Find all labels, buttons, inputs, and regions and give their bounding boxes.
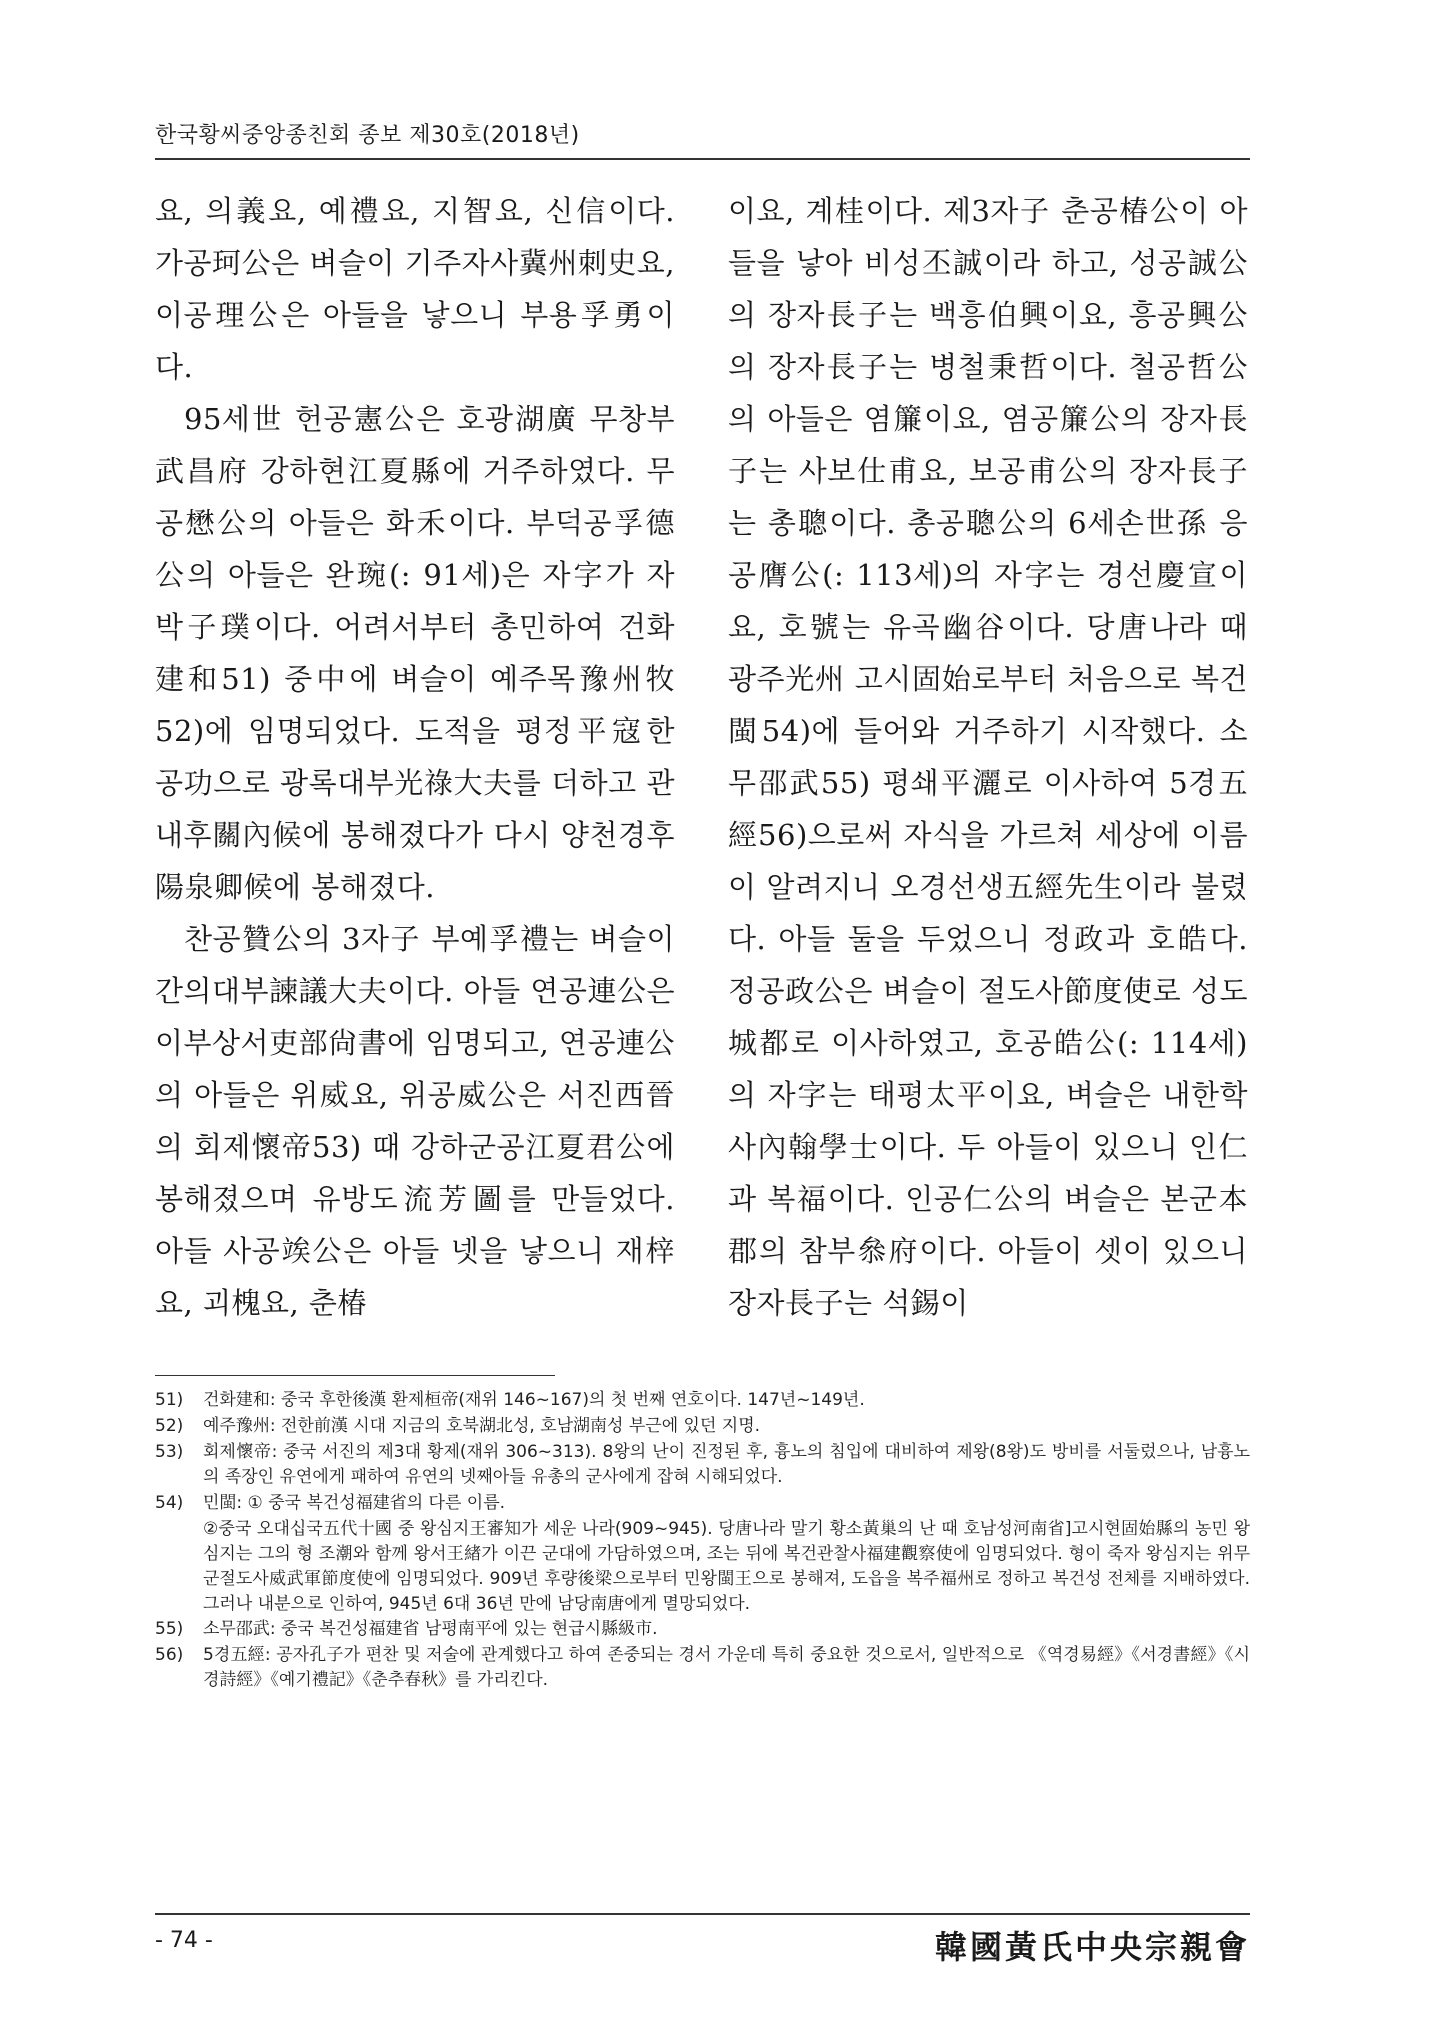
- footnote-text: 소무邵武: 중국 복건성福建省 남평南平에 있는 현급시縣級市.: [203, 1619, 658, 1639]
- header-divider: [155, 158, 1250, 160]
- footnote-text: 예주豫州: 전한前漢 시대 지금의 호북湖北성, 호남湖南성 부근에 있던 지명.: [203, 1416, 761, 1436]
- footnote-number: 54): [155, 1493, 184, 1513]
- footnote-text: 5경五經: 공자孔子가 편찬 및 저술에 관계했다고 하여 존중되는 경서 가운데 특히 중요한 것으로서, 일반적으로 《역경易經》《서경書經》《시경詩經》《예기禮記》《춘추春秋》를 가리킨다.: [203, 1645, 1250, 1690]
- footnote-number: 56): [155, 1645, 184, 1665]
- footnote-divider: [155, 1375, 555, 1376]
- footer-divider: [155, 1913, 1250, 1915]
- footnote-54-sub: ②중국 오대십국五代十國 중 왕심지王審知가 세운 나라(909~945). 당唐나라 말기 황소黃巢의 난 때 호남성河南省]고시현固始縣의 농민 왕심지는 그의 형 조潮와 함께 왕서王緖가 이끈 군대에 가담하였으며, 조는 뒤에 복건관찰사福建觀察使에 임명되었다. 형이 죽자 왕심지는 위무군절도사威武軍節度使에 임명되었다. 909년 후량後梁으로부터 민왕閩王으로 봉해져, 도읍을 복주福州로 정하고 복건성 전체를 지배하였다. 그러나 내분으로 인하여, 945년 6대 36년 만에 남당南唐에게 멸망되었다.: [203, 1519, 1250, 1614]
- paragraph: 이요, 계桂이다. 제3자子 춘공椿公이 아들을 낳아 비성丕誠이라 하고, 성공誠公의 장자長子는 백흥伯興이요, 흥공興公의 장자長子는 병철秉哲이다. 철공哲公의 아들은 염簾이요, 염공簾公의 장자長子는 사보仕甫요, 보공甫公의 장자長子는 총聰이다. 총공聰公의 6세손世孫 응공膺公(: 113세)의 자字는 경선慶宣이요, 호號는 유곡幽谷이다. 당唐나라 때 광주光州 고시固始로부터 처음으로 복건閩54)에 들어와 거주하기 시작했다. 소무邵武55) 평쇄平灑로 이사하여 5경五經56)으로써 자식을 가르쳐 세상에 이름이 알려지니 오경선생五經先生이라 불렸다. 아들 둘을 두었으니 정政과 호皓다. 정공政公은 벼슬이 절도사節度使로 성도城都로 이사하였고, 호공皓公(: 114세)의 자字는 태평太平이요, 벼슬은 내한학사內翰學士이다. 두 아들이 있으니 인仁과 복福이다. 인공仁公의 벼슬은 본군本郡의 참부叅府이다. 아들이 셋이 있으니 장자長子는 석錫이: [728, 194, 1248, 1320]
- left-column: [155, 185, 675, 1329]
- page-header: 한국황씨중앙종친회 종보 제30호(2018년): [155, 123, 580, 148]
- footnote-number: 51): [155, 1390, 184, 1410]
- footnote-text: 건화建和: 중국 후한後漢 환제桓帝(재위 146~167)의 첫 번째 연호이다. 147년~149년.: [203, 1390, 865, 1410]
- footnote-53: [155, 1440, 1250, 1490]
- organization-name: 韓國黃氏中央宗親會: [934, 1928, 1250, 1966]
- page-number: - 74 -: [155, 1928, 213, 1953]
- footnotes: [155, 1388, 1250, 1694]
- footnote-54: [155, 1491, 1250, 1516]
- footnote-text: 민閩: ① 중국 복건성福建省의 다른 이름.: [203, 1493, 506, 1513]
- footnote-52: [155, 1414, 1250, 1439]
- footnote-number: 55): [155, 1619, 184, 1639]
- footnote-55: [155, 1617, 1250, 1642]
- paragraph: 요, 의義요, 예禮요, 지智요, 신信이다. 가공珂公은 벼슬이 기주자사冀州刺史요, 이공理公은 아들을 낳으니 부용孚勇이다.: [155, 194, 675, 384]
- right-column: [728, 185, 1248, 1329]
- paragraph: 찬공贊公의 3자子 부예孚禮는 벼슬이 간의대부諫議大夫이다. 아들 연공連公은 이부상서吏部尙書에 임명되고, 연공連公의 아들은 위威요, 위공威公은 서진西晉의 회제懷帝53) 때 강하군공江夏君公에 봉해졌으며 유방도流芳圖를 만들었다. 아들 사공竢公은 아들 넷을 낳으니 재梓요, 괴槐요, 춘椿: [155, 922, 675, 1320]
- footnote-56: [155, 1643, 1250, 1693]
- footnote-text: 회제懷帝: 중국 서진의 제3대 황제(재위 306~313). 8왕의 난이 진정된 후, 흉노의 침입에 대비하여 제왕(8왕)도 방비를 서둘렀으나, 남흉노의 족장인 유연에게 패하여 유연의 넷째아들 유총의 군사에게 잡혀 시해되었다.: [203, 1442, 1250, 1487]
- footnote-number: 53): [155, 1442, 184, 1462]
- footnote-51: [155, 1388, 1250, 1413]
- paragraph: 95세世 헌공憲公은 호광湖廣 무창부武昌府 강하현江夏縣에 거주하였다. 무공懋公의 아들은 화禾이다. 부덕공孚德公의 아들은 완琬(: 91세)은 자字가 자박子璞이다. 어려서부터 총민하여 건화建和51) 중中에 벼슬이 예주목豫州牧52)에 임명되었다. 도적을 평정平寇한 공功으로 광록대부光祿大夫를 더하고 관내후關內候에 봉해졌다가 다시 양천경후陽泉卿候에 봉해졌다.: [155, 402, 675, 904]
- footnote-number: 52): [155, 1416, 184, 1436]
